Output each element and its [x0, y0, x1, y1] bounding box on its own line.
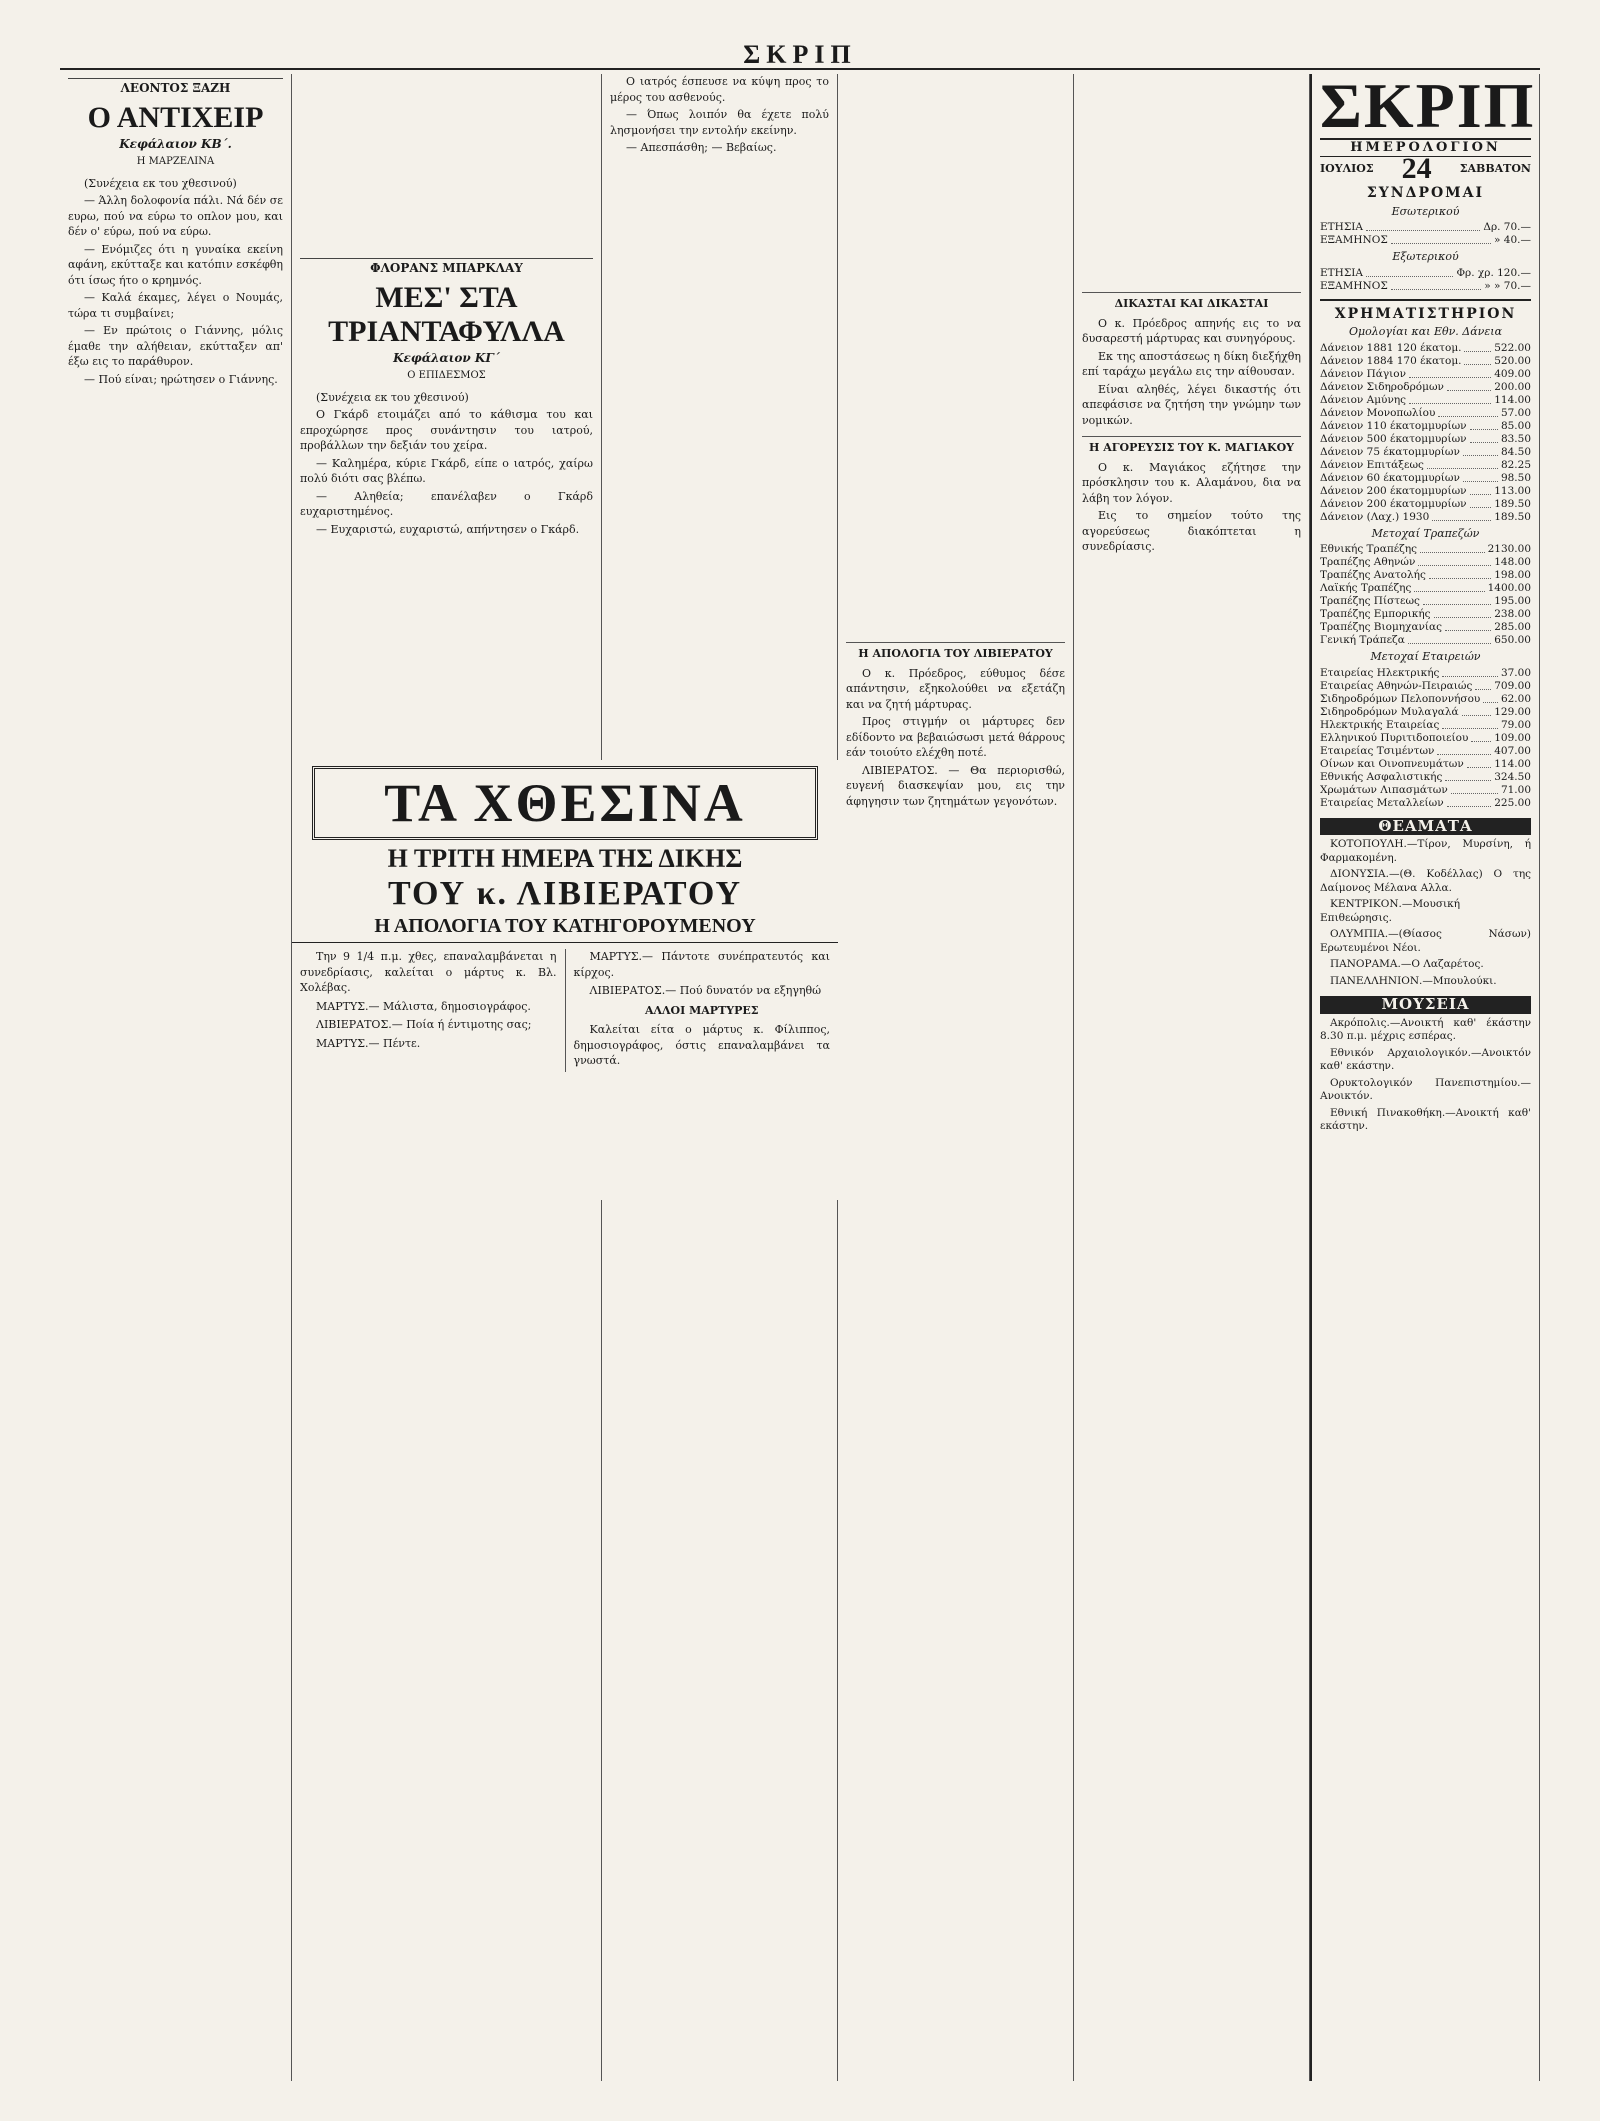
rate-row	[1320, 459, 1531, 472]
paragraph: — Απεσπάσθη; — Βεβαίως.	[626, 141, 777, 154]
paragraph: Προς στιγμήν οι μάρτυρες δεν εδίδοντο να βεβαιώσωσι μετά θάρρους εάν τοιούτο ελέχθη ποτέ.	[846, 715, 1065, 759]
rate-value: 113.00	[1494, 484, 1531, 497]
exchange-list	[1320, 342, 1531, 524]
chapter-title: Κεφάλαιον ΚΒ΄.	[119, 136, 232, 151]
rate-value: 85.00	[1500, 419, 1531, 432]
rate-label: Σιδηροδρόμων Πελοποννήσου	[1320, 692, 1481, 705]
rate-value: 324.50	[1494, 770, 1531, 783]
subscription-heading: ΣΥΝΔΡΟΜΑΙ	[1366, 185, 1485, 201]
paragraph: Ο κ. Πρόεδρος, εύθυμος δέσε απάντησιν, εξηκολούθει να εξετάζη και να ζητή μάρτυρας.	[846, 666, 1065, 711]
rate-label: Εθνικής Τραπέζης	[1320, 543, 1418, 555]
chapter-title: Κεφάλαιον ΚΓ΄	[393, 350, 500, 365]
rate-value: 522.00	[1494, 341, 1531, 354]
rate-label: Δάνειον (Λαχ.) 1930	[1320, 510, 1430, 523]
rate-value: 2130.00	[1487, 543, 1531, 555]
rate-row	[1320, 420, 1531, 433]
paragraph: Την 9 1/4 π.μ. χθες, επαναλαμβάνεται η συνεδρίασις, καλείται ο μάρτυς κ. Βλ. Χολέβας.	[300, 950, 557, 994]
rate-label: Δάνειον Μονοπωλίου	[1320, 406, 1436, 419]
rate-row	[1320, 634, 1531, 647]
rate-row	[1320, 267, 1531, 280]
rate-label: Τραπέζης Αθηνών	[1320, 556, 1416, 568]
rate-value: 82.25	[1500, 458, 1531, 471]
rate-row	[1320, 407, 1531, 420]
chapter-subtitle: Η ΜΑΡΖΕΛΙΝΑ	[136, 156, 215, 167]
column-apologia	[838, 74, 1074, 2081]
rate-value: 225.00	[1494, 796, 1531, 809]
headline-box	[292, 760, 838, 1200]
listing-entry: Ορυκτολογικόν Πανεπιστημίου.—Ανοικτόν.	[1320, 1076, 1531, 1102]
rate-label: Δάνειον 500 έκατομμυρίων	[1320, 432, 1467, 445]
rate-row	[1320, 784, 1531, 797]
rate-row	[1320, 543, 1531, 556]
rate-value: 407.00	[1494, 744, 1531, 757]
rate-label: Δάνειον 110 έκατομμυρίων	[1320, 419, 1467, 432]
rate-value: 114.00	[1494, 757, 1531, 770]
masthead-title: ΣΚΡΙΠ	[743, 40, 857, 69]
rate-row	[1320, 797, 1531, 810]
rate-row	[1320, 234, 1531, 247]
headline-frame	[312, 766, 818, 840]
rate-row	[1320, 595, 1531, 608]
paragraph: Ο κ. Μαγιάκος εζήτησε την πρόσκλησιν του κ. Αλαμάνου, δια να λάβη τον λόγον.	[1082, 460, 1301, 505]
rate-row	[1320, 719, 1531, 732]
serial-title: Ο ΑΝΤΙΧΕΙΡ	[87, 100, 264, 134]
rate-label: Ηλεκτρικής Εταιρείας	[1320, 718, 1440, 731]
month: ΙΟΥΛΙΟΣ	[1320, 161, 1374, 175]
paragraph: — Εν πρώτοις ο Γιάννης, μόλις έμαθε την αλήθειαν, εκύτταξεν απ' έξω εις το παράθυρον.	[68, 324, 283, 368]
rate-row	[1320, 608, 1531, 621]
rate-label: Σιδηροδρόμων Μυλαγαλά	[1320, 705, 1459, 718]
rate-value: 650.00	[1494, 634, 1531, 646]
paragraph: — Αληθεία; επανέλαβεν ο Γκάρδ ευχαριστημένος.	[300, 489, 593, 518]
rate-row	[1320, 394, 1531, 407]
rate-value: 114.00	[1494, 393, 1531, 406]
rate-value: 62.00	[1500, 692, 1531, 705]
rate-value: 148.00	[1494, 556, 1531, 568]
paragraph: ΜΑΡΤΥΣ.— Μάλιστα, δημοσιογράφος.	[316, 999, 531, 1013]
headline-line1: Η ΤΡΙΤΗ ΗΜΕΡΑ ΤΗΣ ΔΙΚΗΣ	[387, 844, 743, 873]
rate-row	[1320, 381, 1531, 394]
rate-label: Δάνειον 200 έκατομμυρίων	[1320, 484, 1467, 497]
dateline	[1320, 151, 1531, 185]
rate-label: Χρωμάτων Λιπασμάτων	[1320, 783, 1448, 796]
rate-label: Δάνειον 1884 170 έκατομ.	[1320, 354, 1462, 367]
rate-label: Δάνειον 1881 120 έκατομ.	[1320, 341, 1462, 354]
rate-label: Δάνειον 60 έκατομμυρίων	[1320, 471, 1460, 484]
rate-label: Δάνειον 75 έκατομμυρίων	[1320, 445, 1460, 458]
company-list	[1320, 667, 1531, 810]
rate-row	[1320, 582, 1531, 595]
paragraph: ΛΙΒΙΕΡΑΤΟΣ.— Ποία ή έντιμοτης σας;	[316, 1018, 532, 1031]
paragraph: Εκ της αποστάσεως η δίκη διεξήχθη επί ταράχω μεγάλω εις την αίθουσαν.	[1082, 349, 1301, 378]
rate-label: Εταιρείας Τσιμέντων	[1320, 744, 1435, 757]
paragraph: — Πού είναι; ηρώτησεν ο Γιάννης.	[84, 372, 278, 386]
rate-value: 83.50	[1500, 432, 1531, 445]
rate-label: Γενική Τράπεζα	[1320, 634, 1405, 646]
headline-line2: ΤΟΥ κ. ΛΙΒΙΕΡΑΤΟΥ	[387, 875, 743, 912]
rate-row	[1320, 693, 1531, 706]
rate-value: 57.00	[1500, 406, 1531, 419]
theatre-heading: ΘΕΑΜΑΤΑ	[1320, 818, 1531, 836]
foreign-heading: Εξωτερικού	[1392, 250, 1459, 263]
rate-label: Δάνειον 200 έκατομμυρίων	[1320, 497, 1467, 510]
museum-list	[1320, 1017, 1531, 1134]
rate-value: 79.00	[1500, 718, 1531, 731]
paragraph: Ο κ. Πρόεδρος απηνής εις το να δυσαρεστή μάρτυρας και συνηγόρους.	[1082, 316, 1301, 345]
sidebar-subtitle: ΗΜΕΡΟΛΟΓΙΟΝ	[1320, 138, 1531, 157]
paragraph: — Καλημέρα, κύριε Γκάρδ, είπε ο ιατρός, χαίρω πολύ διότι σας βλέπω.	[300, 456, 593, 485]
rate-row	[1320, 280, 1531, 293]
rate-value: 238.00	[1494, 608, 1531, 620]
rate-value: 1400.00	[1487, 582, 1531, 594]
rate-value: 84.50	[1500, 445, 1531, 458]
weekday: ΣΑΒΒΑΤΟΝ	[1459, 161, 1531, 175]
listing-entry: ΚΟΤΟΠΟΥΛΗ.—Τίρον, Μυρσίνη, ή Φαρμακομένη.	[1320, 838, 1531, 864]
rate-value: 198.00	[1494, 569, 1531, 581]
domestic-heading: Εσωτερικού	[1391, 204, 1460, 218]
rate-label: Τραπέζης Βιομηχανίας	[1320, 621, 1443, 633]
rate-row	[1320, 758, 1531, 771]
paragraph: ΛΙΒΙΕΡΑΤΟΣ.— Πού δυνατόν να εξηγηθώ	[589, 984, 822, 997]
rate-value: 109.00	[1494, 731, 1531, 744]
paragraph: Καλείται είτα ο μάρτυς κ. Φίλιππος, δημοσιογράφος, όστις επαναλαμβάνει τα γνωστά.	[573, 1023, 830, 1067]
main-headline: ΤΑ ΧΘΕΣΙΝΑ	[384, 773, 746, 833]
exchange-subheading: Ομολογίαι και Εθν. Δάνεια	[1349, 325, 1502, 338]
rate-label: Δάνειον Σιδηροδρόμων	[1320, 380, 1444, 393]
rate-row	[1320, 556, 1531, 569]
paragraph: ΜΑΡΤΥΣ.— Πέντε.	[316, 1036, 421, 1050]
rate-label: Εταιρείας Αθηνών-Πειραιώς	[1320, 679, 1473, 692]
rate-value: 195.00	[1494, 595, 1531, 607]
rate-row	[1320, 621, 1531, 634]
paragraph: (Συνέχεια εκ του χθεσινού)	[316, 390, 469, 404]
rate-row	[1320, 472, 1531, 485]
rate-row	[1320, 446, 1531, 459]
listing-entry: Εθνική Πινακοθήκη.—Ανοικτή καθ' εκάστην.	[1320, 1106, 1531, 1132]
section-heading: Η ΑΓΟΡΕΥΣΙΣ ΤΟΥ Κ. ΜΑΓΙΑΚΟΥ	[1082, 436, 1301, 456]
paragraph: ΛΙΒΙΕΡΑΤΟΣ. — Θα περιορισθώ, ευγενή διασκεψίαν μου, εις την άφηγησιν των ζητημάτων γεγονότων.	[846, 763, 1065, 808]
rate-value: 285.00	[1494, 621, 1531, 633]
rate-label: Ελληνικού Πυριτιδοποιείου	[1320, 731, 1469, 744]
rate-value: 71.00	[1500, 783, 1531, 796]
paragraph: Είναι αληθές, λέγει δικαστής ότι απεφάσισε να ζητήση την γνώμην των νομικών.	[1082, 382, 1301, 427]
rate-label: Εταιρείας Μεταλλείων	[1320, 796, 1444, 809]
rate-row	[1320, 485, 1531, 498]
rate-row	[1320, 680, 1531, 693]
rate-row	[1320, 221, 1531, 234]
rate-label: Λαϊκής Τραπέζης	[1320, 582, 1412, 594]
rate-label: Δάνειον Επιτάξεως	[1320, 458, 1424, 471]
headline-col-left	[292, 949, 566, 1072]
listing-entry: ΟΛΥΜΠΙΑ.—(Θίασος Νάσων) Ερωτευμένοι Νέοι.	[1320, 928, 1531, 954]
sidebar-calendar	[1310, 74, 1540, 2081]
paragraph: (Συνέχεια εκ του χθεσινού)	[84, 176, 237, 190]
rate-value: 189.50	[1494, 497, 1531, 510]
paragraph: ΜΑΡΤΥΣ.— Πάντοτε συνέπρατευτός και κίρχος.	[573, 950, 830, 979]
museum-heading: ΜΟΥΣΕΙΑ	[1320, 996, 1531, 1014]
paragraph: Ο Γκάρδ ετοιμάζει από το κάθισμα του και επροχώρησε προς συνάντησιν του ιατρού, προβάλλων την δεξιάν του χείρα.	[300, 408, 593, 452]
rate-row	[1320, 498, 1531, 511]
chapter-subtitle: Ο ΕΠΙΔΕΣΜΟΣ	[407, 370, 486, 381]
bank-heading: Μετοχαί Τραπεζών	[1371, 526, 1480, 540]
author-byline: ΦΛΟΡΑΝΣ ΜΠΑΡΚΛΑΥ	[300, 258, 593, 277]
section-heading: ΑΛΛΟΙ ΜΑΡΤΥΡΕΣ	[644, 1003, 759, 1017]
rate-label: Εταιρείας Ηλεκτρικής	[1320, 666, 1440, 679]
rate-label: Οίνων και Οινοπνευμάτων	[1320, 757, 1464, 770]
rate-row	[1320, 745, 1531, 758]
rate-row	[1320, 433, 1531, 446]
rate-row	[1320, 342, 1531, 355]
rate-value: 709.00	[1494, 679, 1531, 692]
rate-value: 409.00	[1494, 367, 1531, 380]
rate-label: ΕΤΗΣΙΑ	[1320, 221, 1363, 233]
rate-label: Τραπέζης Πίστεως	[1320, 595, 1420, 607]
rate-value: 189.50	[1494, 510, 1531, 523]
rate-label: Δάνειον Πάγιον	[1320, 367, 1406, 380]
paragraph: Εις το σημείον τούτο της αγορεύσεως διακόπτεται η συνεδρίασις.	[1082, 509, 1301, 553]
rate-row	[1320, 667, 1531, 680]
rate-row	[1320, 569, 1531, 582]
listing-entry: ΠΑΝΕΛΛΗΝΙΟΝ.—Μπουλούκι.	[1330, 974, 1497, 987]
author-byline: ΛΕΟΝΤΟΣ ΞΑΖΗ	[68, 78, 283, 97]
rate-row	[1320, 771, 1531, 784]
rate-row	[1320, 368, 1531, 381]
headline-col-right	[566, 949, 839, 1072]
rate-row	[1320, 355, 1531, 368]
company-heading: Μετοχαί Εταιρειών	[1370, 650, 1481, 663]
rate-label: ΕΞΑΜΗΝΟΣ	[1320, 279, 1388, 292]
rate-row	[1320, 732, 1531, 745]
exchange-heading: ΧΡΗΜΑΤΙΣΤΗΡΙΟΝ	[1334, 305, 1517, 322]
rate-value: 200.00	[1494, 380, 1531, 393]
rate-row	[1320, 511, 1531, 524]
section-heading: ΔΙΚΑΣΤΑΙ ΚΑΙ ΔΙΚΑΣΤΑΙ	[1082, 292, 1301, 312]
column-dikastai	[1074, 74, 1310, 2081]
rate-label: ΕΤΗΣΙΑ	[1320, 266, 1363, 279]
theatre-list	[1320, 838, 1531, 988]
listing-entry: Ακρόπολις.—Ανοικτή καθ' έκάστην 8.30 π.μ. μέχρις εσπέρας.	[1320, 1016, 1531, 1042]
rate-label: Τραπέζης Εμπορικής	[1320, 608, 1431, 620]
paragraph: — Καλά έκαμες, λέγει ο Νουμάς, τώρα τι συμβαίνει;	[68, 291, 283, 320]
paragraph: — Άλλη δολοφονία πάλι. Νά δέν σε ευρω, πού να εύρω το οπλον μου, και δέν ο' εύρω, πού να εύρω.	[68, 194, 283, 238]
section-heading: Η ΑΠΟΛΟΓΙΑ ΤΟΥ ΛΙΒΙΕΡΑΤΟΥ	[846, 642, 1065, 662]
rate-price: Δρ. 70.—	[1483, 221, 1531, 233]
headline-columns	[292, 949, 838, 1072]
listing-entry: ΠΑΝΟΡΑΜΑ.—Ο Λαζαρέτος.	[1330, 958, 1484, 970]
bank-list	[1320, 543, 1531, 647]
paragraph: Ο ιατρός έσπευσε να κύψη προς το μέρος του ασθενούς.	[610, 75, 829, 104]
listing-entry: ΔΙΟΝΥΣΙΑ.—(Θ. Κοδέλλας) Ο της Δαίμονος Μέλανα Αλλα.	[1320, 868, 1531, 894]
headline-line3: Η ΑΠΟΛΟΓΙΑ ΤΟΥ ΚΑΤΗΓΟΡΟΥΜΕΝΟΥ	[292, 914, 838, 943]
paragraph: — Όπως λοιπόν θα έχετε πολύ λησμονήσει την εντολήν εκείνην.	[610, 108, 829, 137]
rate-row	[1320, 706, 1531, 719]
rate-price: Φρ. χρ. 120.—	[1456, 266, 1531, 279]
listing-entry: Εθνικόν Αρχαιολογικόν.—Ανοικτόν καθ' εκάστην.	[1320, 1046, 1531, 1072]
rate-value: 98.50	[1500, 471, 1531, 484]
paragraph: — Ενόμιζες ότι η γυναίκα εκείνη αφάνη, εκύτταξε και κατόπιν εσκέφθη ότι ίσως ήτο ο κρημνός.	[68, 242, 283, 287]
rate-price: » » 70.—	[1484, 279, 1531, 292]
rate-value: 520.00	[1494, 354, 1531, 367]
rate-label: Δάνειον Αμύνης	[1320, 393, 1406, 406]
rate-label: Εθνικής Ασφαλιστικής	[1320, 770, 1443, 783]
rate-price: » 40.—	[1494, 234, 1531, 246]
listing-entry: ΚΕΝΤΡΙΚΟΝ.—Μουσική Επιθεώρησις.	[1320, 898, 1460, 924]
sidebar-logo: ΣΚΡΙΠ	[1320, 74, 1536, 141]
day-number: 24	[1401, 151, 1432, 185]
rate-label: Τραπέζης Ανατολής	[1320, 569, 1426, 581]
rate-label: ΕΞΑΜΗΝΟΣ	[1320, 234, 1388, 246]
masthead-bar	[60, 40, 1540, 70]
column-antixeir	[60, 74, 292, 2081]
rate-value: 37.00	[1500, 666, 1531, 679]
rate-value: 129.00	[1494, 705, 1531, 718]
paragraph: — Ευχαριστώ, ευχαριστώ, απήντησεν ο Γκάρδ.	[316, 522, 580, 536]
serial-title: ΜΕΣ' ΣΤΑ ΤΡΙΑΝΤΑΦΥΛΛΑ	[328, 280, 565, 348]
